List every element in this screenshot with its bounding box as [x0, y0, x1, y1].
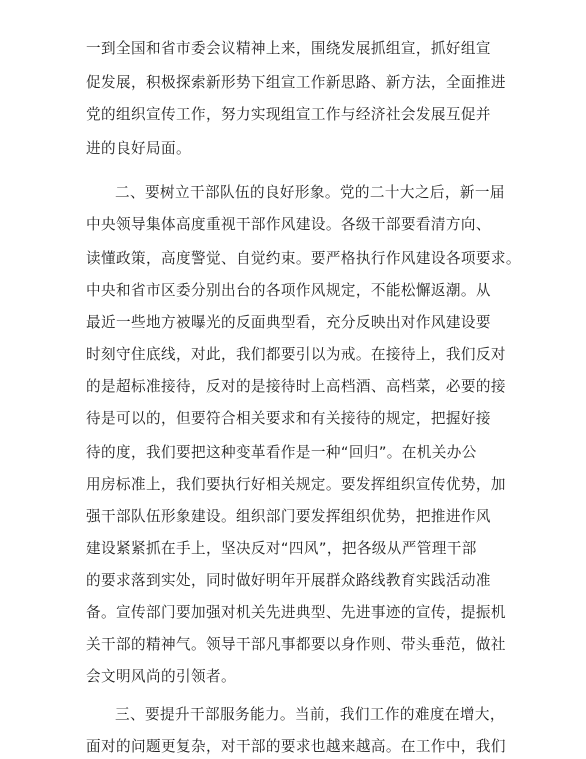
text-line: 会文明风尚的引领者。: [86, 668, 236, 685]
text-line: 最近一些地方被曝光的反面典型看，充分反映出对作风建设要: [86, 314, 491, 331]
text-line: 的要求落到实处，同时做好明年开展群众路线教育实践活动准: [86, 572, 491, 589]
text-line: 用房标准上，我们要执行好相关规定。要发挥组织宣传优势，加: [86, 476, 506, 493]
text-line: 中央领导集体高度重视干部作风建设。各级干部要看清方向、: [86, 216, 491, 233]
text-line: 读懂政策，高度警觉、自觉约束。要严格执行作风建设各项要求。: [86, 250, 521, 267]
paragraph-heading-3: 三、要提升干部服务能力。当前，我们工作的难度在增大，: [115, 706, 505, 723]
text-line: 进的良好局面。: [86, 140, 191, 157]
text-line: 促发展，积极探索新形势下组宣工作新思路、新方法，全面推进: [86, 74, 506, 91]
text-line: 建设紧紧抓在手上，坚决反对“四风”，把各级从严管理干部: [86, 540, 477, 557]
text-line: 关干部的精神气。领导干部凡事都要以身作则、带头垂范，做社: [86, 636, 506, 653]
text-line: 的是超标准接待，反对的是接待时上高档酒、高档菜，必要的接: [86, 378, 506, 395]
text-line: 待是可以的，但要符合相关要求和有关接待的规定，把握好接: [86, 410, 491, 427]
text-line: 时刻守住底线，对此，我们都要引以为戒。在接待上，我们反对: [86, 346, 506, 363]
text-line: 中央和省市区委分别出台的各项作风规定，不能松懈返潮。从: [86, 282, 491, 299]
text-line: 党的组织宣传工作，努力实现组宣工作与经济社会发展互促并: [86, 106, 491, 123]
text-line: 面对的问题更复杂，对干部的要求也越来越高。在工作中，我们: [86, 738, 506, 755]
text-line: 强干部队伍形象建设。组织部门要发挥组织优势，把推进作风: [86, 508, 491, 525]
paragraph-heading-2: 二、要树立干部队伍的良好形象。党的二十大之后，新一届: [115, 184, 505, 201]
text-line: 一到全国和省市委会议精神上来，围绕发展抓组宣，抓好组宣: [86, 40, 491, 57]
text-line: 待的度，我们要把这种变革看作是一种“回归”。在机关办公: [86, 444, 477, 461]
text-line: 备。宣传部门要加强对机关先进典型、先进事迹的宣传，提振机: [86, 604, 506, 621]
